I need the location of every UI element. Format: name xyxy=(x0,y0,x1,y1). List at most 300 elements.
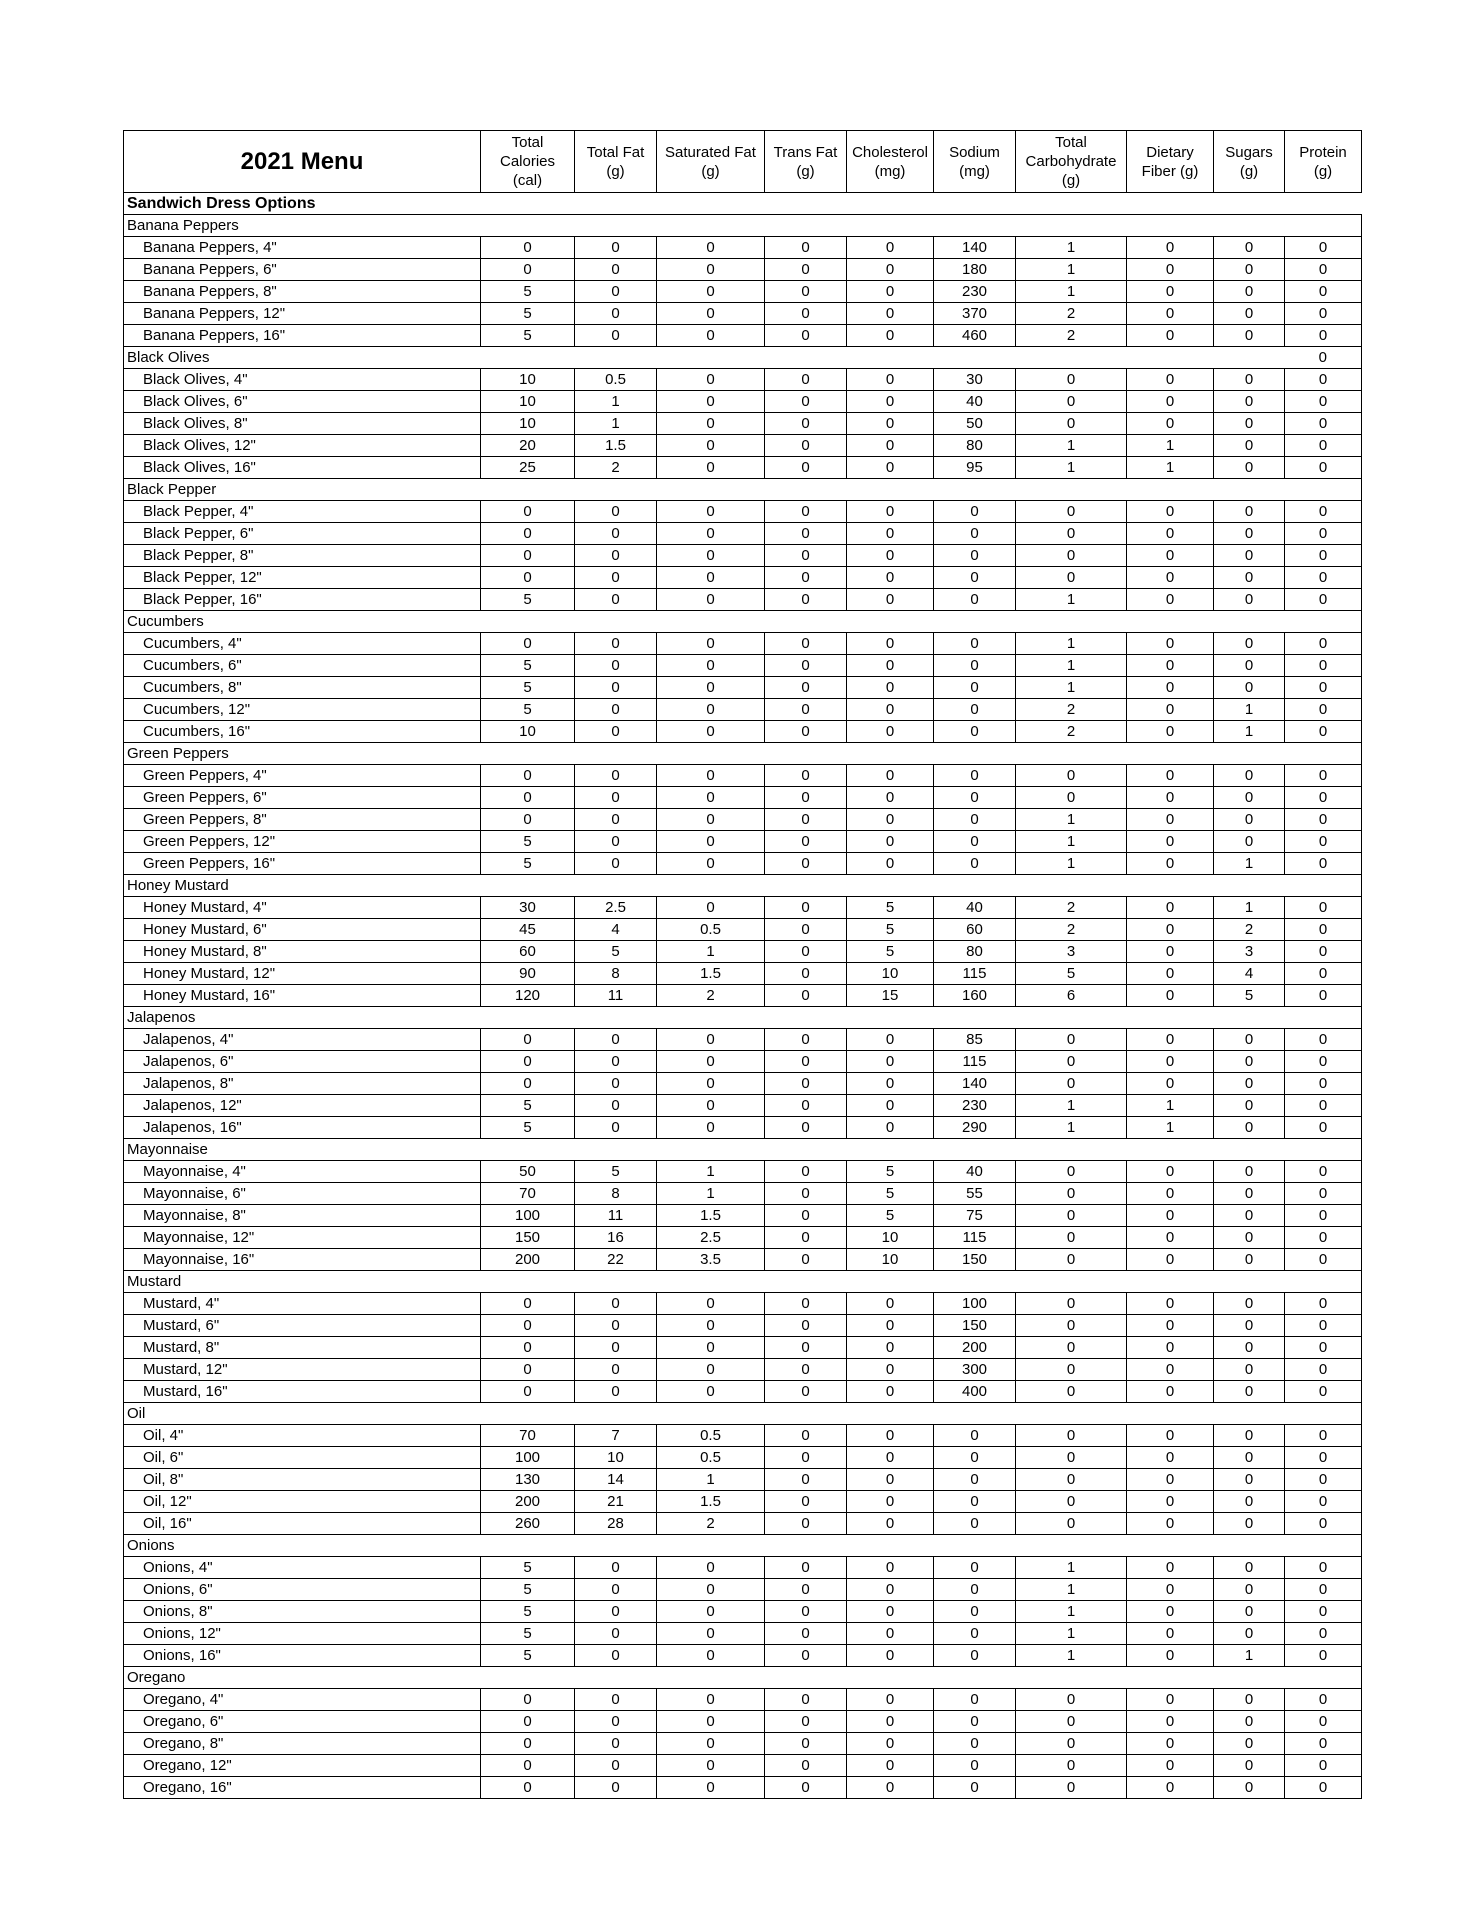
group-name: Oregano xyxy=(124,1667,481,1689)
nutrient-value: 0 xyxy=(575,1777,657,1799)
group-name: Oil xyxy=(124,1403,481,1425)
nutrient-value: 0 xyxy=(1127,545,1214,567)
nutrient-value: 0 xyxy=(1285,1381,1362,1403)
nutrient-value: 5 xyxy=(481,1623,575,1645)
nutrient-value: 0 xyxy=(1214,831,1285,853)
nutrient-value: 0 xyxy=(847,787,934,809)
nutrient-value: 70 xyxy=(481,1425,575,1447)
nutrient-value: 1 xyxy=(1016,1623,1127,1645)
nutrient-value: 3 xyxy=(1016,941,1127,963)
nutrient-value: 22 xyxy=(575,1249,657,1271)
nutrient-value: 0 xyxy=(657,1359,765,1381)
nutrient-value: 0 xyxy=(1285,1513,1362,1535)
nutrient-value: 10 xyxy=(847,1227,934,1249)
group-extra-value xyxy=(1285,1535,1362,1557)
group-spacer xyxy=(481,1007,1285,1029)
nutrient-value: 140 xyxy=(934,237,1016,259)
nutrient-value: 0 xyxy=(657,1051,765,1073)
nutrient-value: 0 xyxy=(657,589,765,611)
nutrient-value: 0 xyxy=(575,1359,657,1381)
nutrient-value: 0 xyxy=(847,1557,934,1579)
nutrient-value: 0 xyxy=(934,1777,1016,1799)
nutrient-value: 0 xyxy=(1214,1733,1285,1755)
nutrient-value: 0 xyxy=(657,1601,765,1623)
nutrient-value: 1.5 xyxy=(657,1205,765,1227)
nutrient-value: 10 xyxy=(481,369,575,391)
nutrient-value: 0 xyxy=(1285,633,1362,655)
nutrient-value: 0 xyxy=(934,1601,1016,1623)
nutrient-value: 0 xyxy=(765,1469,847,1491)
nutrient-value: 0 xyxy=(1214,1073,1285,1095)
nutrient-value: 0 xyxy=(1127,1579,1214,1601)
table-row xyxy=(124,259,1362,281)
nutrient-value: 5 xyxy=(481,699,575,721)
nutrient-value: 0 xyxy=(1127,1557,1214,1579)
nutrient-value: 0 xyxy=(657,1315,765,1337)
nutrient-value: 0 xyxy=(847,1711,934,1733)
nutrient-value: 0 xyxy=(765,1579,847,1601)
nutrient-value: 0 xyxy=(765,1645,847,1667)
nutrient-value: 0 xyxy=(657,303,765,325)
nutrient-value: 0 xyxy=(575,677,657,699)
nutrient-value: 1 xyxy=(1127,1095,1214,1117)
nutrient-value: 0 xyxy=(1285,303,1362,325)
group-spacer xyxy=(481,1535,1285,1557)
nutrient-value: 0 xyxy=(657,897,765,919)
nutrient-value: 40 xyxy=(934,1161,1016,1183)
nutrient-value: 0 xyxy=(765,237,847,259)
table-row xyxy=(124,1117,1362,1139)
nutrient-value: 0 xyxy=(1127,1601,1214,1623)
nutrient-value: 0 xyxy=(1016,501,1127,523)
nutrient-value: 0 xyxy=(1214,765,1285,787)
nutrient-value: 25 xyxy=(481,457,575,479)
nutrient-value: 0 xyxy=(1285,1733,1362,1755)
item-name: Oregano, 6" xyxy=(124,1711,481,1733)
nutrient-value: 0 xyxy=(847,677,934,699)
group-extra-value xyxy=(1285,1139,1362,1161)
nutrient-value: 0 xyxy=(1016,1491,1127,1513)
nutrient-value: 0 xyxy=(1285,699,1362,721)
nutrient-value: 0 xyxy=(765,1117,847,1139)
nutrient-value: 1 xyxy=(1016,1579,1127,1601)
group-spacer xyxy=(481,611,1285,633)
column-header: Total Carbohydrate (g) xyxy=(1016,131,1127,193)
nutrient-value: 0 xyxy=(1285,1029,1362,1051)
nutrient-value: 0 xyxy=(657,699,765,721)
nutrient-value: 0 xyxy=(1214,1425,1285,1447)
nutrient-value: 2 xyxy=(1016,919,1127,941)
nutrient-value: 0 xyxy=(1127,1249,1214,1271)
nutrient-value: 0 xyxy=(657,1777,765,1799)
nutrient-value: 1 xyxy=(657,1161,765,1183)
group-row xyxy=(124,1271,1362,1293)
column-header: Total Fat (g) xyxy=(575,131,657,193)
nutrient-value: 0 xyxy=(657,281,765,303)
nutrient-value: 0 xyxy=(765,369,847,391)
nutrient-value: 11 xyxy=(575,985,657,1007)
nutrient-value: 0 xyxy=(575,237,657,259)
nutrient-value: 0 xyxy=(1285,1315,1362,1337)
item-name: Cucumbers, 8" xyxy=(124,677,481,699)
nutrient-value: 1 xyxy=(575,413,657,435)
table-row xyxy=(124,897,1362,919)
nutrient-value: 0 xyxy=(657,1645,765,1667)
group-name: Mustard xyxy=(124,1271,481,1293)
nutrient-value: 0 xyxy=(847,501,934,523)
nutrient-value: 95 xyxy=(934,457,1016,479)
column-header: Cholesterol (mg) xyxy=(847,131,934,193)
nutrient-value: 0.5 xyxy=(657,919,765,941)
item-name: Green Peppers, 4" xyxy=(124,765,481,787)
nutrient-value: 0 xyxy=(934,1645,1016,1667)
nutrient-value: 0 xyxy=(481,1337,575,1359)
group-spacer xyxy=(481,1139,1285,1161)
item-name: Green Peppers, 8" xyxy=(124,809,481,831)
group-row xyxy=(124,1007,1362,1029)
item-name: Oil, 8" xyxy=(124,1469,481,1491)
nutrient-value: 200 xyxy=(934,1337,1016,1359)
nutrient-value: 0 xyxy=(847,655,934,677)
nutrient-value: 0 xyxy=(765,1513,847,1535)
nutrient-value: 0 xyxy=(575,325,657,347)
nutrient-value: 0 xyxy=(1127,1645,1214,1667)
nutrient-value: 0 xyxy=(657,1029,765,1051)
nutrient-value: 0 xyxy=(481,259,575,281)
table-row xyxy=(124,567,1362,589)
table-row xyxy=(124,281,1362,303)
item-name: Oregano, 16" xyxy=(124,1777,481,1799)
group-name: Green Peppers xyxy=(124,743,481,765)
nutrient-value: 0 xyxy=(1285,369,1362,391)
nutrient-value: 5 xyxy=(481,1557,575,1579)
nutrient-value: 0 xyxy=(1285,325,1362,347)
nutrient-value: 0 xyxy=(1285,1645,1362,1667)
table-row xyxy=(124,1733,1362,1755)
table-row xyxy=(124,457,1362,479)
nutrient-value: 20 xyxy=(481,435,575,457)
nutrient-value: 0 xyxy=(1127,303,1214,325)
table-row xyxy=(124,1227,1362,1249)
nutrient-value: 0 xyxy=(1285,391,1362,413)
nutrient-value: 5 xyxy=(481,281,575,303)
nutrient-value: 2 xyxy=(1016,303,1127,325)
nutrient-value: 80 xyxy=(934,941,1016,963)
table-row xyxy=(124,1491,1362,1513)
table-row xyxy=(124,1337,1362,1359)
nutrient-value: 0 xyxy=(1127,699,1214,721)
nutrient-value: 0 xyxy=(1285,1183,1362,1205)
nutrient-value: 0 xyxy=(934,1513,1016,1535)
nutrient-value: 0 xyxy=(1214,1249,1285,1271)
nutrient-value: 0 xyxy=(847,765,934,787)
nutrient-value: 14 xyxy=(575,1469,657,1491)
nutrient-value: 0 xyxy=(765,1447,847,1469)
nutrient-value: 10 xyxy=(575,1447,657,1469)
nutrient-value: 0 xyxy=(1127,259,1214,281)
item-name: Black Pepper, 12" xyxy=(124,567,481,589)
group-extra-value xyxy=(1285,1667,1362,1689)
nutrient-value: 0 xyxy=(1016,1381,1127,1403)
nutrient-value: 0 xyxy=(1127,655,1214,677)
table-row xyxy=(124,1161,1362,1183)
nutrient-value: 0 xyxy=(1214,1337,1285,1359)
nutrient-value: 0 xyxy=(847,1447,934,1469)
item-name: Cucumbers, 6" xyxy=(124,655,481,677)
table-row xyxy=(124,787,1362,809)
nutrient-value: 0 xyxy=(847,1073,934,1095)
nutrient-value: 1 xyxy=(1016,1095,1127,1117)
nutrient-value: 0 xyxy=(1016,1447,1127,1469)
nutrient-value: 0 xyxy=(1285,567,1362,589)
nutrient-value: 2 xyxy=(575,457,657,479)
nutrient-value: 40 xyxy=(934,391,1016,413)
nutrient-value: 5 xyxy=(481,303,575,325)
group-name: Cucumbers xyxy=(124,611,481,633)
table-row xyxy=(124,765,1362,787)
nutrient-value: 0 xyxy=(765,567,847,589)
nutrient-value: 0 xyxy=(1127,963,1214,985)
table-body xyxy=(124,193,1362,1799)
nutrient-value: 0 xyxy=(575,1711,657,1733)
nutrient-value: 115 xyxy=(934,1227,1016,1249)
nutrient-value: 0 xyxy=(765,1051,847,1073)
column-header: Total Calories (cal) xyxy=(481,131,575,193)
nutrient-value: 0 xyxy=(1214,1469,1285,1491)
table-row xyxy=(124,1205,1362,1227)
nutrient-value: 1 xyxy=(1214,721,1285,743)
nutrient-value: 0 xyxy=(1214,1161,1285,1183)
nutrient-value: 0 xyxy=(1127,1293,1214,1315)
nutrient-value: 0 xyxy=(1214,1513,1285,1535)
nutrient-value: 1.5 xyxy=(657,963,765,985)
nutrient-value: 0 xyxy=(765,831,847,853)
nutrient-value: 0 xyxy=(1016,1315,1127,1337)
nutrient-value: 0 xyxy=(1285,1425,1362,1447)
nutrient-value: 0 xyxy=(657,1557,765,1579)
nutrient-value: 0 xyxy=(575,1381,657,1403)
nutrient-value: 0 xyxy=(657,501,765,523)
nutrient-value: 0 xyxy=(1285,1337,1362,1359)
nutrient-value: 0 xyxy=(1214,787,1285,809)
nutrient-value: 0 xyxy=(481,1029,575,1051)
nutrient-value: 0 xyxy=(657,1755,765,1777)
nutrient-value: 0 xyxy=(575,281,657,303)
nutrient-value: 300 xyxy=(934,1359,1016,1381)
nutrient-value: 0 xyxy=(1127,809,1214,831)
nutrient-value: 1 xyxy=(1016,435,1127,457)
nutrient-value: 0 xyxy=(481,787,575,809)
group-spacer xyxy=(481,875,1285,897)
nutrient-value: 5 xyxy=(481,655,575,677)
nutrient-value: 0 xyxy=(575,853,657,875)
nutrient-value: 5 xyxy=(481,853,575,875)
table-row xyxy=(124,655,1362,677)
item-name: Jalapenos, 12" xyxy=(124,1095,481,1117)
nutrient-value: 0 xyxy=(1127,1623,1214,1645)
nutrient-value: 0 xyxy=(1016,1777,1127,1799)
nutrient-value: 0 xyxy=(1214,1755,1285,1777)
nutrient-value: 5 xyxy=(847,919,934,941)
table-row xyxy=(124,1711,1362,1733)
nutrient-value: 0 xyxy=(1127,1029,1214,1051)
nutrient-value: 4 xyxy=(1214,963,1285,985)
nutrient-value: 0 xyxy=(481,633,575,655)
nutrient-value: 0 xyxy=(1285,1469,1362,1491)
nutrient-value: 1.5 xyxy=(657,1491,765,1513)
nutrient-value: 0.5 xyxy=(657,1425,765,1447)
nutrient-value: 0 xyxy=(575,1557,657,1579)
nutrient-value: 0 xyxy=(481,765,575,787)
table-row xyxy=(124,1183,1362,1205)
nutrient-value: 0 xyxy=(1016,1337,1127,1359)
nutrient-value: 0 xyxy=(575,1337,657,1359)
item-name: Mayonnaise, 12" xyxy=(124,1227,481,1249)
item-name: Mustard, 4" xyxy=(124,1293,481,1315)
table-row xyxy=(124,369,1362,391)
group-name: Jalapenos xyxy=(124,1007,481,1029)
nutrient-value: 6 xyxy=(1016,985,1127,1007)
nutrient-value: 1 xyxy=(1127,457,1214,479)
nutrient-value: 0 xyxy=(657,1073,765,1095)
nutrient-value: 0 xyxy=(1285,1051,1362,1073)
group-row xyxy=(124,347,1362,369)
nutrient-value: 0 xyxy=(1214,545,1285,567)
nutrient-value: 0 xyxy=(1127,325,1214,347)
nutrient-value: 0 xyxy=(934,677,1016,699)
item-name: Onions, 12" xyxy=(124,1623,481,1645)
nutrient-value: 0 xyxy=(1285,985,1362,1007)
nutrient-value: 0 xyxy=(1285,501,1362,523)
nutrient-value: 0 xyxy=(847,1425,934,1447)
item-name: Honey Mustard, 6" xyxy=(124,919,481,941)
nutrient-value: 0 xyxy=(934,1733,1016,1755)
nutrient-value: 0 xyxy=(934,567,1016,589)
nutrient-value: 0 xyxy=(1285,281,1362,303)
nutrient-value: 0 xyxy=(1127,985,1214,1007)
nutrient-value: 8 xyxy=(575,1183,657,1205)
nutrient-value: 0 xyxy=(765,1755,847,1777)
nutrient-value: 1 xyxy=(1127,435,1214,457)
nutrient-value: 0 xyxy=(1214,1381,1285,1403)
item-name: Oil, 12" xyxy=(124,1491,481,1513)
item-name: Black Pepper, 6" xyxy=(124,523,481,545)
nutrient-value: 0 xyxy=(1127,237,1214,259)
nutrient-value: 0 xyxy=(1016,1205,1127,1227)
nutrient-value: 0 xyxy=(1285,1161,1362,1183)
nutrient-value: 0 xyxy=(847,237,934,259)
nutrient-value: 55 xyxy=(934,1183,1016,1205)
item-name: Oil, 4" xyxy=(124,1425,481,1447)
nutrient-value: 10 xyxy=(847,963,934,985)
table-row xyxy=(124,1293,1362,1315)
nutrient-value: 0 xyxy=(934,787,1016,809)
group-extra-value xyxy=(1285,743,1362,765)
nutrient-value: 0 xyxy=(765,413,847,435)
nutrient-value: 0 xyxy=(1214,281,1285,303)
nutrient-value: 0 xyxy=(575,303,657,325)
table-row xyxy=(124,413,1362,435)
nutrient-value: 0 xyxy=(1127,897,1214,919)
nutrient-value: 0 xyxy=(765,589,847,611)
nutrient-value: 0 xyxy=(765,941,847,963)
nutrient-value: 200 xyxy=(481,1249,575,1271)
nutrient-value: 0 xyxy=(657,567,765,589)
nutrient-value: 0 xyxy=(1285,1689,1362,1711)
item-name: Honey Mustard, 8" xyxy=(124,941,481,963)
nutrient-value: 0 xyxy=(575,1095,657,1117)
item-name: Mayonnaise, 8" xyxy=(124,1205,481,1227)
nutrient-value: 1 xyxy=(1016,633,1127,655)
table-row xyxy=(124,1601,1362,1623)
nutrient-value: 1 xyxy=(657,1183,765,1205)
table-row xyxy=(124,985,1362,1007)
nutrient-value: 0 xyxy=(847,567,934,589)
nutrient-value: 0 xyxy=(575,1645,657,1667)
item-name: Mayonnaise, 6" xyxy=(124,1183,481,1205)
nutrient-value: 0 xyxy=(1127,567,1214,589)
table-row xyxy=(124,1073,1362,1095)
nutrient-value: 0 xyxy=(657,325,765,347)
nutrient-value: 45 xyxy=(481,919,575,941)
nutrient-value: 0 xyxy=(934,633,1016,655)
nutrient-value: 0 xyxy=(765,457,847,479)
nutrient-value: 0 xyxy=(1214,325,1285,347)
group-extra-value xyxy=(1285,1007,1362,1029)
nutrient-value: 0 xyxy=(765,1161,847,1183)
group-spacer xyxy=(481,347,1285,369)
nutrient-value: 0 xyxy=(1016,787,1127,809)
nutrient-value: 0 xyxy=(657,413,765,435)
nutrient-value: 0 xyxy=(575,1755,657,1777)
nutrient-value: 0 xyxy=(847,1689,934,1711)
nutrient-value: 150 xyxy=(934,1315,1016,1337)
nutrient-value: 0 xyxy=(1016,1051,1127,1073)
nutrient-value: 1 xyxy=(1016,853,1127,875)
nutrient-value: 0 xyxy=(481,237,575,259)
table-row xyxy=(124,1689,1362,1711)
table-row xyxy=(124,1095,1362,1117)
nutrient-value: 0 xyxy=(1127,831,1214,853)
nutrient-value: 10 xyxy=(847,1249,934,1271)
nutrient-value: 0 xyxy=(1016,1183,1127,1205)
nutrient-value: 0 xyxy=(1214,633,1285,655)
nutrient-value: 1 xyxy=(1016,457,1127,479)
nutrient-value: 0 xyxy=(847,1733,934,1755)
nutrient-value: 0 xyxy=(1127,1315,1214,1337)
nutrient-value: 10 xyxy=(481,391,575,413)
nutrient-value: 0 xyxy=(1016,1161,1127,1183)
nutrient-value: 0 xyxy=(1285,765,1362,787)
nutrient-value: 0 xyxy=(765,721,847,743)
item-name: Honey Mustard, 4" xyxy=(124,897,481,919)
nutrient-value: 0 xyxy=(934,545,1016,567)
nutrient-value: 0 xyxy=(1127,853,1214,875)
item-name: Oregano, 8" xyxy=(124,1733,481,1755)
table-row xyxy=(124,677,1362,699)
nutrient-value: 0 xyxy=(657,259,765,281)
nutrient-value: 0 xyxy=(934,699,1016,721)
nutrient-value: 140 xyxy=(934,1073,1016,1095)
nutrient-value: 0 xyxy=(1127,1227,1214,1249)
table-row xyxy=(124,545,1362,567)
nutrient-value: 0 xyxy=(1214,1029,1285,1051)
nutrient-value: 0 xyxy=(847,1381,934,1403)
group-row xyxy=(124,1667,1362,1689)
nutrient-value: 0 xyxy=(1285,545,1362,567)
nutrient-value: 2.5 xyxy=(575,897,657,919)
nutrient-value: 0 xyxy=(1285,809,1362,831)
